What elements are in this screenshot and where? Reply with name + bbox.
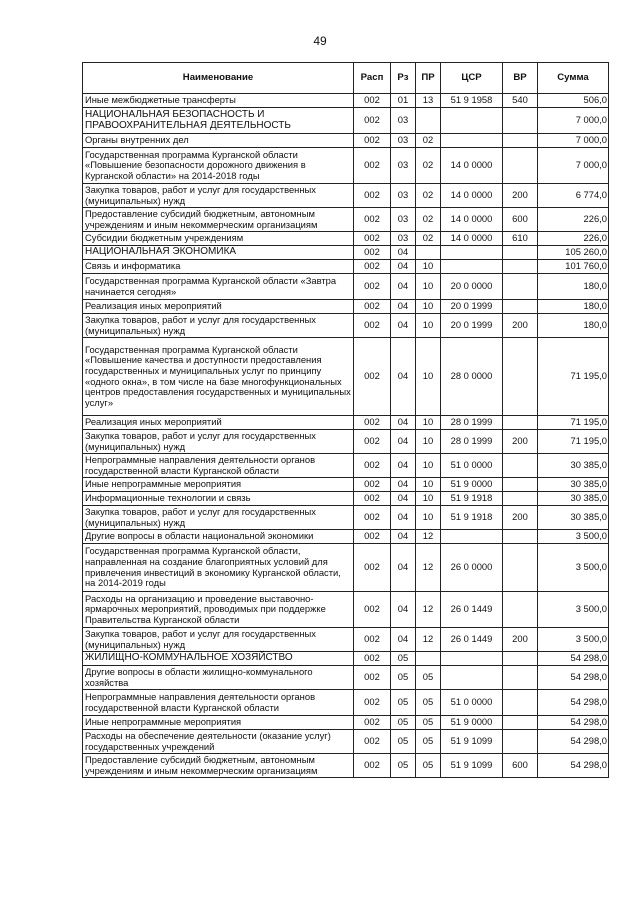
cell-sum: 3 500,0 xyxy=(538,544,609,592)
cell-rz: 01 xyxy=(391,94,416,108)
cell-pr: 10 xyxy=(416,300,441,314)
cell-rz: 04 xyxy=(391,430,416,454)
cell-pr xyxy=(416,108,441,134)
cell-name: Закупка товаров, работ и услуг для государственных (муниципальных) нужд xyxy=(83,628,354,652)
cell-name: Расходы на обеспечение деятельности (оказание услуг) государственных учреждений xyxy=(83,730,354,754)
column-header-rz: Рз xyxy=(391,63,416,94)
cell-rz: 05 xyxy=(391,716,416,730)
cell-vr: 200 xyxy=(503,314,538,338)
cell-sum: 3 500,0 xyxy=(538,530,609,544)
cell-rasp: 002 xyxy=(354,690,391,716)
table-row xyxy=(83,416,609,430)
cell-sum: 30 385,0 xyxy=(538,492,609,506)
cell-rz: 04 xyxy=(391,492,416,506)
cell-sum: 54 298,0 xyxy=(538,730,609,754)
cell-pr: 10 xyxy=(416,492,441,506)
cell-csr: 51 0 0000 xyxy=(441,454,503,478)
cell-sum: 54 298,0 xyxy=(538,716,609,730)
cell-rz: 05 xyxy=(391,666,416,690)
cell-pr xyxy=(416,652,441,666)
table-row xyxy=(83,730,609,754)
cell-rasp: 002 xyxy=(354,208,391,232)
table-row xyxy=(83,592,609,628)
table-row xyxy=(83,208,609,232)
cell-vr: 200 xyxy=(503,506,538,530)
cell-csr xyxy=(441,652,503,666)
cell-sum: 30 385,0 xyxy=(538,478,609,492)
cell-rz: 04 xyxy=(391,478,416,492)
cell-rz: 03 xyxy=(391,232,416,246)
cell-rasp: 002 xyxy=(354,628,391,652)
cell-vr xyxy=(503,300,538,314)
table-row xyxy=(83,184,609,208)
cell-rasp: 002 xyxy=(354,592,391,628)
cell-pr: 12 xyxy=(416,628,441,652)
cell-csr xyxy=(441,246,503,260)
cell-rz: 04 xyxy=(391,338,416,416)
table-row xyxy=(83,314,609,338)
cell-sum: 71 195,0 xyxy=(538,416,609,430)
cell-name: Субсидии бюджетным учреждениям xyxy=(83,232,354,246)
table-row xyxy=(83,690,609,716)
table-row xyxy=(83,454,609,478)
cell-sum: 54 298,0 xyxy=(538,754,609,778)
cell-rz: 04 xyxy=(391,274,416,300)
cell-rasp: 002 xyxy=(354,544,391,592)
column-header-pr: ПР xyxy=(416,63,441,94)
cell-name: Другие вопросы в области жилищно-коммунального хозяйства xyxy=(83,666,354,690)
cell-sum: 6 774,0 xyxy=(538,184,609,208)
cell-csr: 14 0 0000 xyxy=(441,208,503,232)
cell-csr: 26 0 0000 xyxy=(441,544,503,592)
cell-vr xyxy=(503,690,538,716)
table-row xyxy=(83,666,609,690)
cell-sum: 180,0 xyxy=(538,314,609,338)
cell-csr: 14 0 0000 xyxy=(441,148,503,184)
cell-vr xyxy=(503,652,538,666)
cell-rz: 04 xyxy=(391,300,416,314)
cell-name: ЖИЛИЩНО-КОММУНАЛЬНОЕ ХОЗЯЙСТВО xyxy=(83,652,354,666)
cell-rasp: 002 xyxy=(354,430,391,454)
cell-pr: 02 xyxy=(416,232,441,246)
cell-name: Иные межбюджетные трансферты xyxy=(83,94,354,108)
cell-rz: 04 xyxy=(391,260,416,274)
cell-vr: 200 xyxy=(503,628,538,652)
cell-name: НАЦИОНАЛЬНАЯ ЭКОНОМИКА xyxy=(83,246,354,260)
table-row xyxy=(83,232,609,246)
cell-sum: 226,0 xyxy=(538,232,609,246)
cell-pr: 05 xyxy=(416,754,441,778)
cell-csr: 51 9 1918 xyxy=(441,506,503,530)
cell-name: Государственная программа Курганской области «Повышение качества и доступности предоставления государственных и муниципальных услуг по принципу «одного окна», в том числе на базе многофункциональных центров предоставления государственных и муниципальных услуг» xyxy=(83,338,354,416)
cell-sum: 30 385,0 xyxy=(538,454,609,478)
cell-vr: 600 xyxy=(503,754,538,778)
cell-rz: 04 xyxy=(391,454,416,478)
table-row xyxy=(83,652,609,666)
cell-vr xyxy=(503,666,538,690)
table-row xyxy=(83,754,609,778)
cell-csr: 20 0 1999 xyxy=(441,300,503,314)
column-header-rasp: Расп xyxy=(354,63,391,94)
cell-vr xyxy=(503,530,538,544)
cell-name: Непрограммные направления деятельности органов государственной власти Курганской области xyxy=(83,454,354,478)
cell-pr: 10 xyxy=(416,478,441,492)
cell-csr: 14 0 0000 xyxy=(441,232,503,246)
cell-vr xyxy=(503,478,538,492)
table-row xyxy=(83,134,609,148)
cell-sum: 105 260,0 xyxy=(538,246,609,260)
cell-rasp: 002 xyxy=(354,246,391,260)
cell-sum: 7 000,0 xyxy=(538,148,609,184)
page-number: 49 xyxy=(313,34,327,48)
cell-rz: 04 xyxy=(391,416,416,430)
cell-pr xyxy=(416,246,441,260)
cell-rz: 05 xyxy=(391,652,416,666)
cell-csr xyxy=(441,134,503,148)
cell-rasp: 002 xyxy=(354,454,391,478)
cell-pr: 10 xyxy=(416,338,441,416)
cell-pr: 12 xyxy=(416,530,441,544)
table-row xyxy=(83,260,609,274)
cell-pr: 02 xyxy=(416,208,441,232)
table-row xyxy=(83,492,609,506)
table-row xyxy=(83,274,609,300)
cell-vr xyxy=(503,544,538,592)
cell-rasp: 002 xyxy=(354,754,391,778)
cell-vr xyxy=(503,246,538,260)
cell-name: Расходы на организацию и проведение выставочно-ярмарочных мероприятий, проводимых при поддержке Правительства Курганской области xyxy=(83,592,354,628)
cell-name: Иные непрограммные мероприятия xyxy=(83,478,354,492)
table-row xyxy=(83,108,609,134)
cell-csr: 51 0 0000 xyxy=(441,690,503,716)
cell-rasp: 002 xyxy=(354,652,391,666)
cell-rasp: 002 xyxy=(354,338,391,416)
cell-vr: 200 xyxy=(503,184,538,208)
table-row xyxy=(83,530,609,544)
column-header-csr: ЦСР xyxy=(441,63,503,94)
cell-name: Информационные технологии и связь xyxy=(83,492,354,506)
cell-name: Государственная программа Курганской области, направленная на создание благоприятных условий для привлечения инвестиций в экономику Курганской области, на 2014-2019 годы xyxy=(83,544,354,592)
cell-csr: 26 0 1449 xyxy=(441,628,503,652)
cell-sum: 54 298,0 xyxy=(538,666,609,690)
table-row xyxy=(83,430,609,454)
cell-vr: 610 xyxy=(503,232,538,246)
cell-pr: 05 xyxy=(416,730,441,754)
cell-vr xyxy=(503,492,538,506)
cell-name: Закупка товаров, работ и услуг для государственных (муниципальных) нужд xyxy=(83,430,354,454)
cell-name: Государственная программа Курганской области «Завтра начинается сегодня» xyxy=(83,274,354,300)
cell-sum: 506,0 xyxy=(538,94,609,108)
cell-rz: 03 xyxy=(391,148,416,184)
column-header-name: Наименование xyxy=(83,63,354,94)
cell-sum: 3 500,0 xyxy=(538,628,609,652)
cell-rz: 05 xyxy=(391,730,416,754)
column-header-sum: Сумма xyxy=(538,63,609,94)
cell-name: Закупка товаров, работ и услуг для государственных (муниципальных) нужд xyxy=(83,314,354,338)
cell-csr: 51 9 1099 xyxy=(441,754,503,778)
cell-rasp: 002 xyxy=(354,716,391,730)
table-row xyxy=(83,544,609,592)
cell-rz: 04 xyxy=(391,314,416,338)
cell-name: Закупка товаров, работ и услуг для государственных (муниципальных) нужд xyxy=(83,506,354,530)
cell-csr: 51 9 1099 xyxy=(441,730,503,754)
cell-pr: 10 xyxy=(416,506,441,530)
cell-vr xyxy=(503,716,538,730)
cell-sum: 180,0 xyxy=(538,300,609,314)
cell-pr: 10 xyxy=(416,430,441,454)
cell-rz: 03 xyxy=(391,108,416,134)
cell-csr: 51 9 1918 xyxy=(441,492,503,506)
cell-pr: 12 xyxy=(416,592,441,628)
cell-rz: 04 xyxy=(391,246,416,260)
cell-sum: 7 000,0 xyxy=(538,134,609,148)
cell-rasp: 002 xyxy=(354,416,391,430)
cell-rasp: 002 xyxy=(354,530,391,544)
table-body xyxy=(83,94,609,778)
table-row xyxy=(83,148,609,184)
cell-rasp: 002 xyxy=(354,666,391,690)
table-row xyxy=(83,716,609,730)
cell-csr: 51 9 0000 xyxy=(441,716,503,730)
cell-sum: 7 000,0 xyxy=(538,108,609,134)
cell-rz: 05 xyxy=(391,754,416,778)
cell-sum: 30 385,0 xyxy=(538,506,609,530)
cell-rz: 05 xyxy=(391,690,416,716)
cell-rz: 03 xyxy=(391,184,416,208)
cell-rasp: 002 xyxy=(354,274,391,300)
cell-csr: 26 0 1449 xyxy=(441,592,503,628)
cell-pr: 05 xyxy=(416,690,441,716)
cell-pr: 02 xyxy=(416,148,441,184)
cell-rasp: 002 xyxy=(354,260,391,274)
cell-rasp: 002 xyxy=(354,108,391,134)
cell-sum: 3 500,0 xyxy=(538,592,609,628)
cell-name: Другие вопросы в области национальной экономики xyxy=(83,530,354,544)
cell-rasp: 002 xyxy=(354,730,391,754)
cell-name: Государственная программа Курганской области «Повышение безопасности дорожного движения в Курганской области» на 2014-2018 годы xyxy=(83,148,354,184)
cell-name: Реализация иных мероприятий xyxy=(83,416,354,430)
cell-name: Реализация иных мероприятий xyxy=(83,300,354,314)
cell-vr xyxy=(503,338,538,416)
cell-vr xyxy=(503,416,538,430)
cell-rz: 03 xyxy=(391,134,416,148)
cell-pr: 05 xyxy=(416,716,441,730)
cell-sum: 54 298,0 xyxy=(538,652,609,666)
cell-vr xyxy=(503,454,538,478)
cell-csr: 20 0 1999 xyxy=(441,314,503,338)
cell-sum: 180,0 xyxy=(538,274,609,300)
cell-rasp: 002 xyxy=(354,184,391,208)
cell-name: Непрограммные направления деятельности органов государственной власти Курганской области xyxy=(83,690,354,716)
cell-rasp: 002 xyxy=(354,94,391,108)
cell-rasp: 002 xyxy=(354,492,391,506)
table-row xyxy=(83,506,609,530)
cell-pr: 10 xyxy=(416,454,441,478)
cell-name: НАЦИОНАЛЬНАЯ БЕЗОПАСНОСТЬ И ПРАВООХРАНИТЕЛЬНАЯ ДЕЯТЕЛЬНОСТЬ xyxy=(83,108,354,134)
cell-csr: 28 0 0000 xyxy=(441,338,503,416)
cell-sum: 71 195,0 xyxy=(538,430,609,454)
cell-name: Органы внутренних дел xyxy=(83,134,354,148)
cell-rasp: 002 xyxy=(354,148,391,184)
cell-csr: 14 0 0000 xyxy=(441,184,503,208)
cell-rz: 03 xyxy=(391,208,416,232)
cell-rz: 04 xyxy=(391,544,416,592)
cell-pr: 10 xyxy=(416,314,441,338)
cell-vr: 200 xyxy=(503,430,538,454)
cell-name: Закупка товаров, работ и услуг для государственных (муниципальных) нужд xyxy=(83,184,354,208)
cell-csr: 28 0 1999 xyxy=(441,416,503,430)
cell-vr xyxy=(503,108,538,134)
table-row xyxy=(83,338,609,416)
cell-vr xyxy=(503,592,538,628)
cell-csr: 20 0 0000 xyxy=(441,274,503,300)
cell-csr: 51 9 1958 xyxy=(441,94,503,108)
table-row xyxy=(83,94,609,108)
cell-rasp: 002 xyxy=(354,300,391,314)
cell-csr: 51 9 0000 xyxy=(441,478,503,492)
table-row xyxy=(83,246,609,260)
budget-table xyxy=(82,62,609,778)
cell-rasp: 002 xyxy=(354,232,391,246)
cell-csr xyxy=(441,666,503,690)
cell-name: Предоставление субсидий бюджетным, автономным учреждениям и иным некоммерческим организациям xyxy=(83,754,354,778)
cell-sum: 101 760,0 xyxy=(538,260,609,274)
cell-pr: 10 xyxy=(416,274,441,300)
cell-sum: 71 195,0 xyxy=(538,338,609,416)
cell-vr: 540 xyxy=(503,94,538,108)
cell-rasp: 002 xyxy=(354,314,391,338)
cell-name: Иные непрограммные мероприятия xyxy=(83,716,354,730)
cell-pr: 05 xyxy=(416,666,441,690)
cell-sum: 226,0 xyxy=(538,208,609,232)
cell-rasp: 002 xyxy=(354,506,391,530)
cell-rz: 04 xyxy=(391,506,416,530)
cell-vr xyxy=(503,730,538,754)
cell-vr xyxy=(503,260,538,274)
table-row xyxy=(83,478,609,492)
cell-name: Связь и информатика xyxy=(83,260,354,274)
cell-csr xyxy=(441,260,503,274)
table-row xyxy=(83,628,609,652)
cell-pr: 10 xyxy=(416,260,441,274)
cell-rz: 04 xyxy=(391,530,416,544)
cell-vr xyxy=(503,134,538,148)
cell-rasp: 002 xyxy=(354,478,391,492)
cell-sum: 54 298,0 xyxy=(538,690,609,716)
table-header-row xyxy=(83,63,609,94)
table-row xyxy=(83,300,609,314)
cell-csr xyxy=(441,530,503,544)
cell-pr: 13 xyxy=(416,94,441,108)
cell-vr: 600 xyxy=(503,208,538,232)
cell-rz: 04 xyxy=(391,628,416,652)
cell-vr xyxy=(503,148,538,184)
cell-name: Предоставление субсидий бюджетным, автономным учреждениям и иным некоммерческим организациям xyxy=(83,208,354,232)
cell-rasp: 002 xyxy=(354,134,391,148)
column-header-vr: ВР xyxy=(503,63,538,94)
cell-pr: 10 xyxy=(416,416,441,430)
cell-pr: 12 xyxy=(416,544,441,592)
cell-vr xyxy=(503,274,538,300)
cell-csr xyxy=(441,108,503,134)
cell-rz: 04 xyxy=(391,592,416,628)
cell-csr: 28 0 1999 xyxy=(441,430,503,454)
cell-pr: 02 xyxy=(416,184,441,208)
cell-pr: 02 xyxy=(416,134,441,148)
